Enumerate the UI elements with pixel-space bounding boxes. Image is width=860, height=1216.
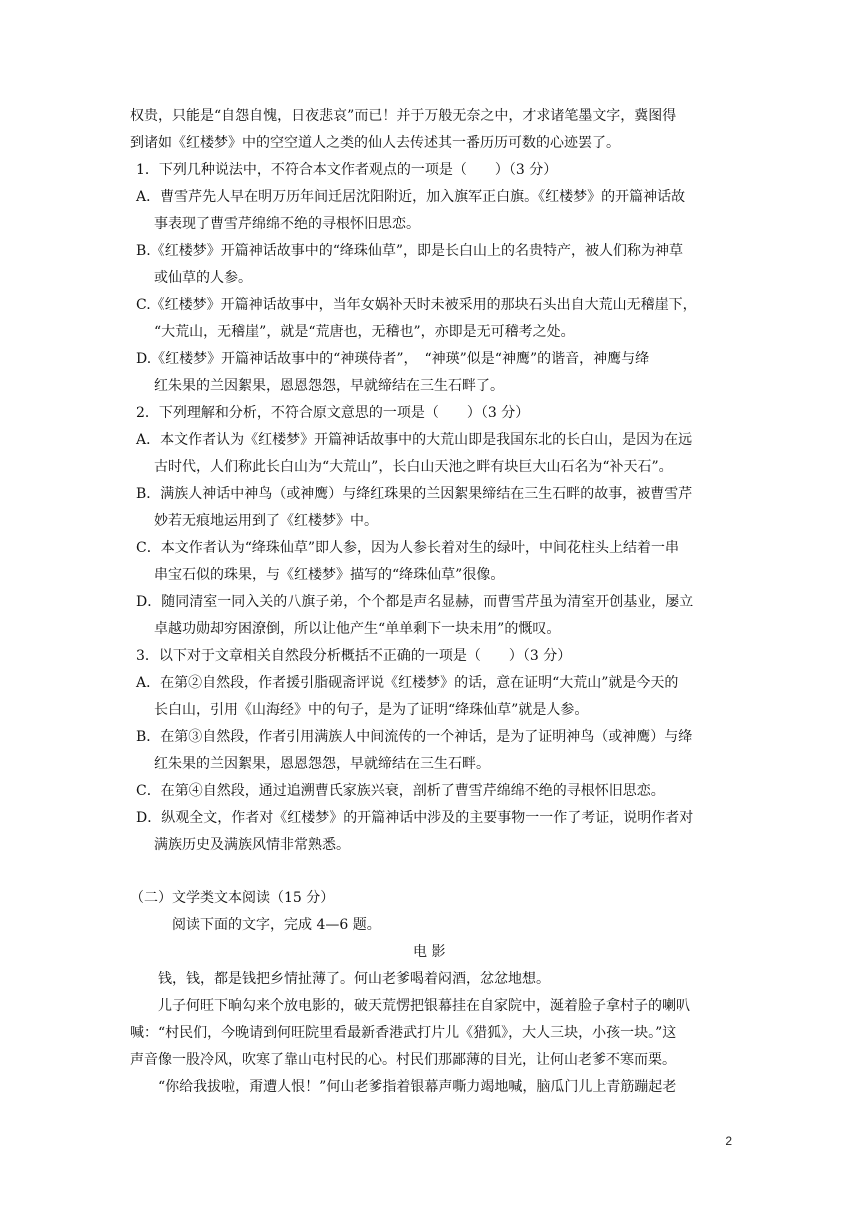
story-paragraph: 声音像一股冷风，吹寒了靠山屯村民的心。村民们那鄙薄的目光，让何山老爹不寒而栗。 [130, 1052, 676, 1068]
option-line: D．随同清室一同入关的八旗子弟，个个都是声名显赫，而曹雪芹虽为清室开创基业，屡立 [136, 594, 694, 610]
option-line: D.《红楼梦》开篇神话故事中的“神瑛侍者”， “神瑛”似是“神鹰”的谐音，神鹰与绛 [136, 351, 650, 367]
option-line: A．曹雪芹先人早在明万历年间迁居沈阳附近，加入旗军正白旗。《红楼梦》的开篇神话故 [136, 189, 686, 205]
paragraph-line: 权贵，只能是“自怨自愧，日夜悲哀”而已！并于万般无奈之中，才求诸笔墨文字，冀图得 [130, 108, 677, 124]
option-line: 满族历史及满族风情非常熟悉。 [154, 837, 350, 853]
option-line: 红朱果的兰因絮果，恩恩怨怨，早就缔结在三生石畔。 [154, 756, 490, 772]
story-title: 电 影 [413, 944, 446, 960]
instruction: 阅读下面的文字，完成 4—6 题。 [172, 917, 381, 933]
option-line: 妙若无痕地运用到了《红楼梦》中。 [154, 513, 378, 529]
story-paragraph: 喊：“村民们，今晚请到何旺院里看最新香港武打片儿《猎狐》，大人三块，小孩一块。”这 [130, 1025, 677, 1041]
question-2: 2．下列理解和分析，不符合原文意思的一项是（ ）（3 分） [136, 405, 530, 421]
option-line: 古时代，人们称此长白山为“大荒山”，长白山天池之畔有块巨大山石名为“补天石”。 [154, 459, 673, 475]
option-line: 或仙草的人参。 [154, 270, 252, 286]
option-line: 长白山，引用《山海经》中的句子，是为了证明“绛珠仙草”就是人参。 [154, 702, 589, 718]
option-line: B．在第③自然段，作者引用满族人中间流传的一个神话，是为了证明神鸟（或神鹰）与绛 [136, 729, 693, 745]
option-line: 红朱果的兰因絮果，恩恩怨怨，早就缔结在三生石畔了。 [154, 378, 504, 394]
option-line: D．纵观全文，作者对《红楼梦》的开篇神话中涉及的主要事物一一作了考证，说明作者对 [136, 810, 694, 826]
section-heading: （二）文学类文本阅读（15 分） [130, 890, 335, 906]
option-line: “大荒山，无稽崖”，就是“荒唐也，无稽也”，亦即是无可稽考之处。 [154, 324, 575, 340]
option-line: C．本文作者认为“绛珠仙草”即人参，因为人参长着对生的绿叶，中间花柱头上结着一串 [136, 540, 680, 556]
option-line: B.《红楼梦》开篇神话故事中的“绛珠仙草”，即是长白山上的名贵特产，被人们称为神草 [136, 243, 684, 259]
option-line: 串宝石似的珠果，与《红楼梦》描写的“绛珠仙草”很像。 [154, 567, 505, 583]
question-1: 1．下列几种说法中，不符合本文作者观点的一项是（ ）（3 分） [136, 162, 558, 178]
option-line: 事表现了曹雪芹绵绵不绝的寻根怀旧思恋。 [154, 216, 420, 232]
story-paragraph: 儿子何旺下晌勾来个放电影的，破天荒愣把银幕挂在自家院中，涎着脸子拿村子的喇叭 [158, 998, 690, 1014]
paragraph-line: 到诸如《红楼梦》中的空空道人之类的仙人去传述其一番历历可数的心迹罢了。 [130, 135, 620, 151]
question-3: 3．以下对于文章相关自然段分析概括不正确的一项是（ ）（3 分） [136, 648, 572, 664]
option-line: B．满族人神话中神鸟（或神鹰）与绛红珠果的兰因絮果缔结在三生石畔的故事，被曹雪芹 [136, 486, 693, 502]
option-line: C.《红楼梦》开篇神话故事中，当年女娲补天时未被采用的那块石头出自大荒山无稽崖下， [136, 297, 697, 313]
story-paragraph: 钱，钱，都是钱把乡情扯薄了。何山老爹喝着闷酒，忿忿地想。 [158, 971, 550, 987]
page-number: 2 [725, 1134, 732, 1148]
story-paragraph: “你给我拔啦，甭遭人恨！”何山老爹指着银幕声嘶力竭地喊，脑瓜门儿上青筋蹦起老 [158, 1079, 677, 1095]
option-line: 卓越功勋却穷困潦倒，所以让他产生“单单剩下一块未用”的慨叹。 [154, 621, 561, 637]
option-line: A．在第②自然段，作者援引脂砚斋评说《红楼梦》的话，意在证明“大荒山”就是今天的 [136, 675, 679, 691]
option-line: A．本文作者认为《红楼梦》开篇神话故事中的大荒山即是我国东北的长白山，是因为在远 [136, 432, 693, 448]
option-line: C．在第④自然段，通过追溯曹氏家族兴衰，剖析了曹雪芹绵绵不绝的寻根怀旧思恋。 [136, 783, 665, 799]
